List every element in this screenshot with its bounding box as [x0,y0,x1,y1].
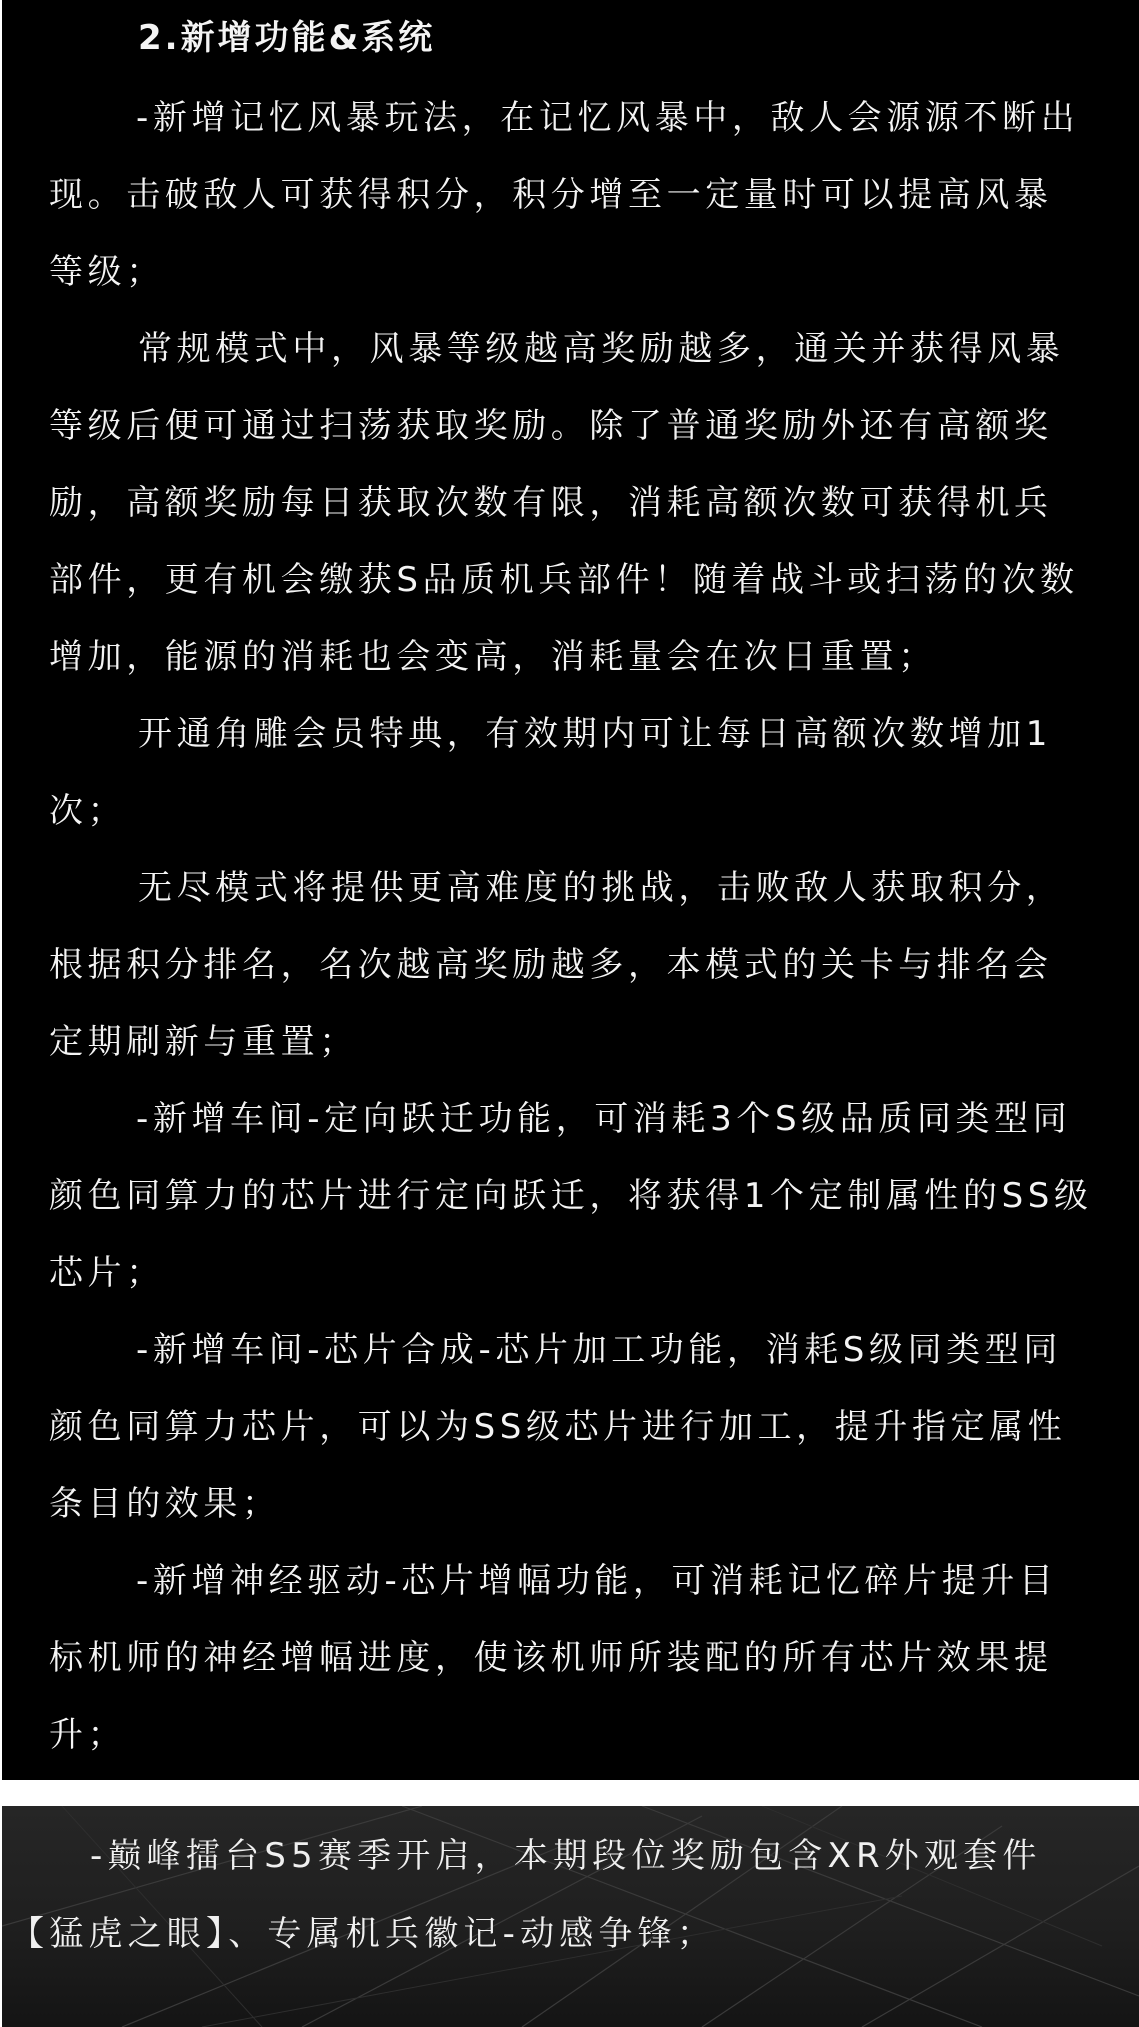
text-line: 定期刷新与重置； [49,1022,358,1062]
text-line: 等级后便可通过扫荡获取奖励。除了普通奖励外还有高额奖 [49,406,1053,446]
text-line: 等级； [49,252,165,292]
text-line: 根据积分排名，名次越高奖励越多，本模式的关卡与排名会 [49,945,1053,985]
text-line: 开通角雕会员特典，有效期内可让每日高额次数增加1 [138,714,1053,754]
text-line: 励，高额奖励每日获取次数有限，消耗高额次数可获得机兵 [49,483,1053,523]
text-line: 现。击破敌人可获得积分，积分增至一定量时可以提高风暴 [49,175,1053,215]
text-line: -巅峰擂台S5赛季开启，本期段位奖励包含XR外观套件 [90,1836,1042,1876]
text-line: 颜色同算力的芯片进行定向跃迁，将获得1个定制属性的SS级 [49,1176,1093,1216]
main-text-panel [2,0,1139,1780]
section-heading: 2.新增功能&系统 [138,18,436,58]
text-line: -新增车间-定向跃迁功能，可消耗3个S级品质同类型同 [136,1099,1072,1139]
text-line: -新增记忆风暴玩法，在记忆风暴中，敌人会源源不断出 [136,98,1080,138]
text-line: -新增神经驱动-芯片增幅功能，可消耗记忆碎片提升目 [136,1561,1058,1601]
text-line: 次； [49,791,127,831]
text-line: 芯片； [49,1253,165,1293]
text-line: 部件，更有机会缴获S品质机兵部件！随着战斗或扫荡的次数 [49,560,1079,600]
bottom-banner-panel [2,1806,1139,2027]
text-line: 条目的效果； [49,1484,281,1524]
text-line: 标机师的神经增幅进度，使该机师所装配的所有芯片效果提 [49,1638,1053,1678]
text-line: 无尽模式将提供更高难度的挑战，击败敌人获取积分， [138,868,1065,908]
text-line: 升； [49,1715,127,1755]
text-line: 【猛虎之眼】、专属机兵徽记-动感争锋； [10,1914,717,1954]
text-line: -新增车间-芯片合成-芯片加工功能，消耗S级同类型同 [136,1330,1062,1370]
text-line: 颜色同算力芯片，可以为SS级芯片进行加工，提升指定属性 [49,1407,1067,1447]
text-line: 增加，能源的消耗也会变高，消耗量会在次日重置； [49,637,937,677]
text-line: 常规模式中，风暴等级越高奖励越多，通关并获得风暴 [138,329,1065,369]
